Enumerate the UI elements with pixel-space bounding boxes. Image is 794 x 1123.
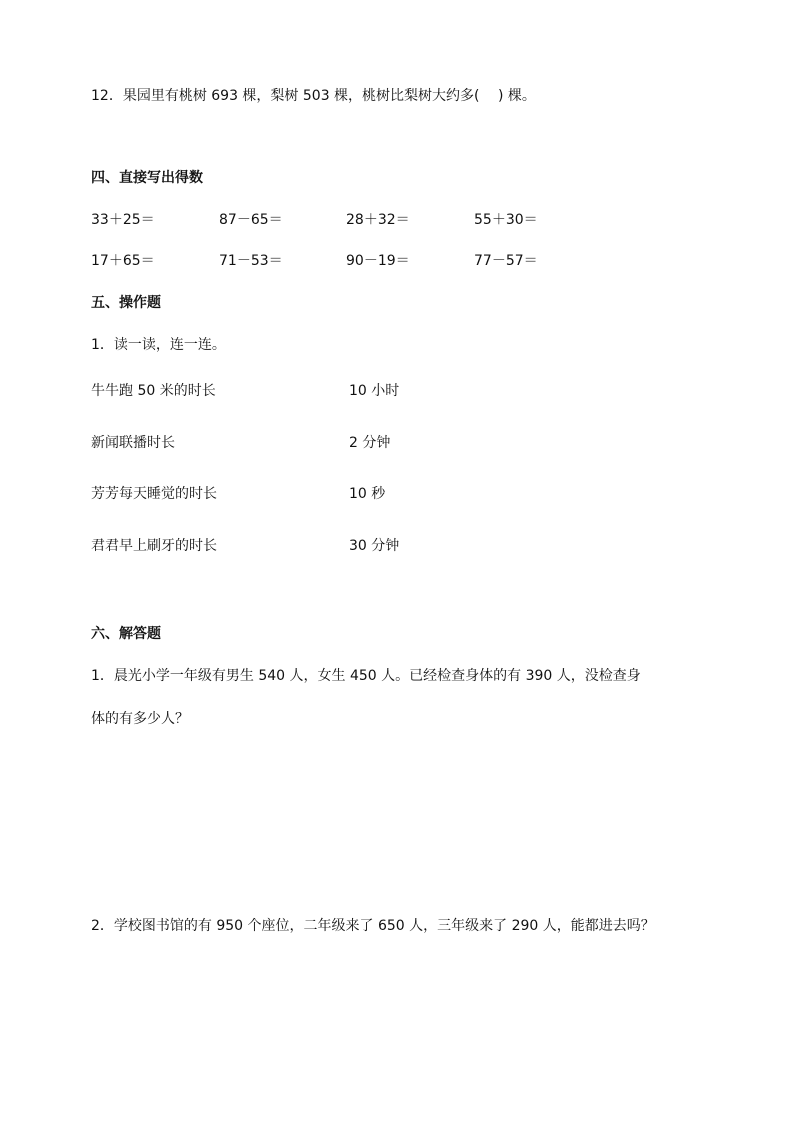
matching-left-item: 芳芳每天睡觉的时长 [91,486,217,502]
arithmetic-item: 90－19＝ [346,253,410,269]
section-4-title: 四、直接写出得数 [91,170,203,186]
section-5-question-1: 1．读一读，连一连。 [91,337,226,353]
arithmetic-item: 87－65＝ [219,212,283,228]
question-12: 12．果园里有桃树 693 棵，梨树 503 棵，桃树比梨树大约多( ) 棵。 [91,88,536,104]
section-6-question-1-line-2: 体的有多少人？ [91,711,189,727]
matching-left-item: 牛牛跑 50 米的时长 [91,383,216,399]
matching-right-item: 30 分钟 [349,538,400,554]
matching-right-item: 10 小时 [349,383,400,399]
section-6-question-1-line-1: 1．晨光小学一年级有男生 540 人，女生 450 人。已经检查身体的有 390 人，没检查身 [91,668,641,684]
section-6-question-2: 2．学校图书馆的有 950 个座位，二年级来了 650 人，三年级来了 290 人，能都进去吗？ [91,918,655,934]
arithmetic-item: 71－53＝ [219,253,283,269]
arithmetic-item: 17＋65＝ [91,253,155,269]
matching-right-item: 10 秒 [349,486,386,502]
arithmetic-item: 55＋30＝ [474,212,538,228]
arithmetic-item: 77－57＝ [474,253,538,269]
matching-right-item: 2 分钟 [349,435,391,451]
section-6-title: 六、解答题 [91,626,161,642]
arithmetic-item: 33＋25＝ [91,212,155,228]
arithmetic-item: 28＋32＝ [346,212,410,228]
matching-left-item: 新闻联播时长 [91,435,175,451]
section-5-title: 五、操作题 [91,295,161,311]
matching-left-item: 君君早上刷牙的时长 [91,538,217,554]
